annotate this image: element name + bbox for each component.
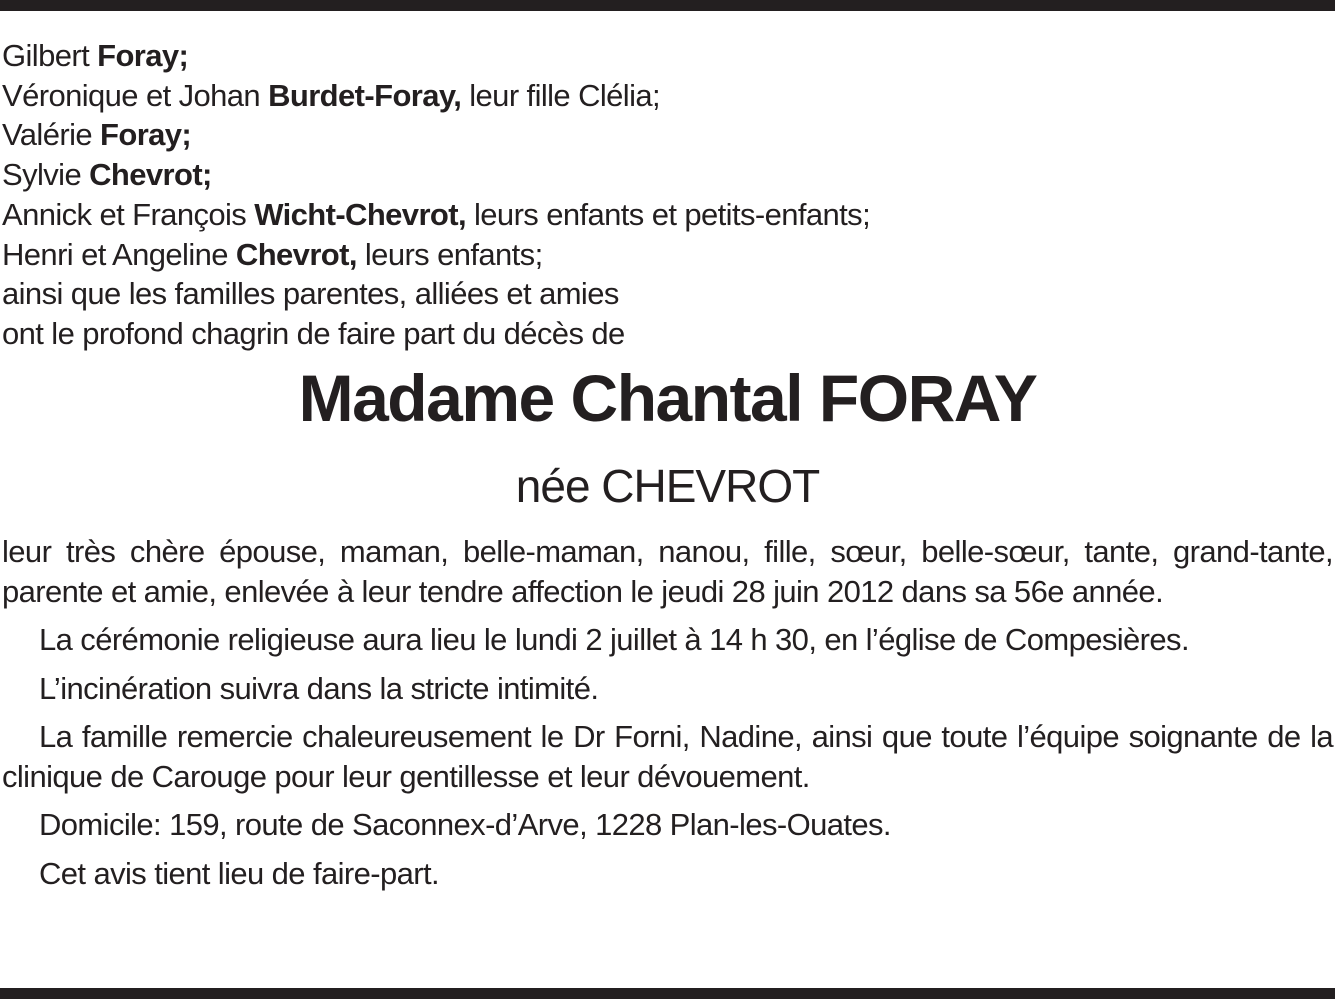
family-line-text: Véronique et Johan	[2, 77, 269, 113]
family-line	[2, 115, 1332, 155]
family-surname: Chevrot;	[89, 157, 212, 193]
family-line-text: ainsi que les familles parentes, alliées et amies	[2, 276, 619, 312]
family-list	[2, 36, 1332, 354]
family-surname: Wicht-Chevrot,	[254, 196, 466, 232]
deceased-name: Madame Chantal FORAY	[298, 361, 1037, 435]
family-line	[2, 235, 1332, 275]
family-line-text: Sylvie	[2, 157, 90, 193]
top-rule	[0, 0, 1335, 11]
family-line-suffix: leur fille Clélia;	[461, 77, 661, 113]
family-line	[2, 195, 1332, 235]
announcement-paragraph: leur très chère épouse, maman, belle-maman, nanou, fille, sœur, belle-sœur, tante, grand-tante, parente et amie, enlevée à leur tendre affection le jeudi 28 juin 2012 dans sa 56e année.	[2, 534, 1333, 609]
notice-body	[2, 532, 1333, 902]
family-surname: Chevrot,	[235, 236, 357, 272]
thanks-paragraph: La famille remercie chaleureusement le Dr Forni, Nadine, ainsi que toute l’équipe soignante de la clinique de Carouge pour leur gentillesse et leur dévouement.	[2, 719, 1333, 794]
family-line-text: ont le profond chagrin de faire part du décès de	[2, 315, 625, 351]
family-surname: Foray;	[100, 117, 192, 153]
bottom-rule	[0, 988, 1335, 999]
family-line-suffix: leurs enfants;	[356, 236, 543, 272]
family-line-text: Annick et François	[2, 196, 255, 232]
family-line	[2, 274, 1332, 314]
family-line	[2, 36, 1332, 76]
maiden-name: née CHEVROT	[515, 460, 820, 512]
address-paragraph: Domicile: 159, route de Saconnex-d’Arve, 1228 Plan-les-Ouates.	[39, 807, 891, 842]
family-line-text: Henri et Angeline	[2, 236, 236, 272]
family-line	[2, 314, 1332, 354]
closing-paragraph: Cet avis tient lieu de faire-part.	[39, 855, 440, 891]
family-surname: Foray;	[97, 38, 189, 73]
family-line-text: Valérie	[2, 117, 101, 153]
family-line	[2, 76, 1332, 116]
ceremony-paragraph: La cérémonie religieuse aura lieu le lundi 2 juillet à 14 h 30, en l’église de Compesières.	[39, 622, 1189, 657]
family-surname: Burdet-Foray,	[268, 77, 462, 113]
family-line-suffix: leurs enfants et petits-enfants;	[465, 196, 871, 232]
cremation-paragraph: L’incinération suivra dans la stricte intimité.	[39, 670, 599, 706]
family-line	[2, 155, 1332, 195]
family-line-text: Gilbert	[2, 38, 98, 73]
